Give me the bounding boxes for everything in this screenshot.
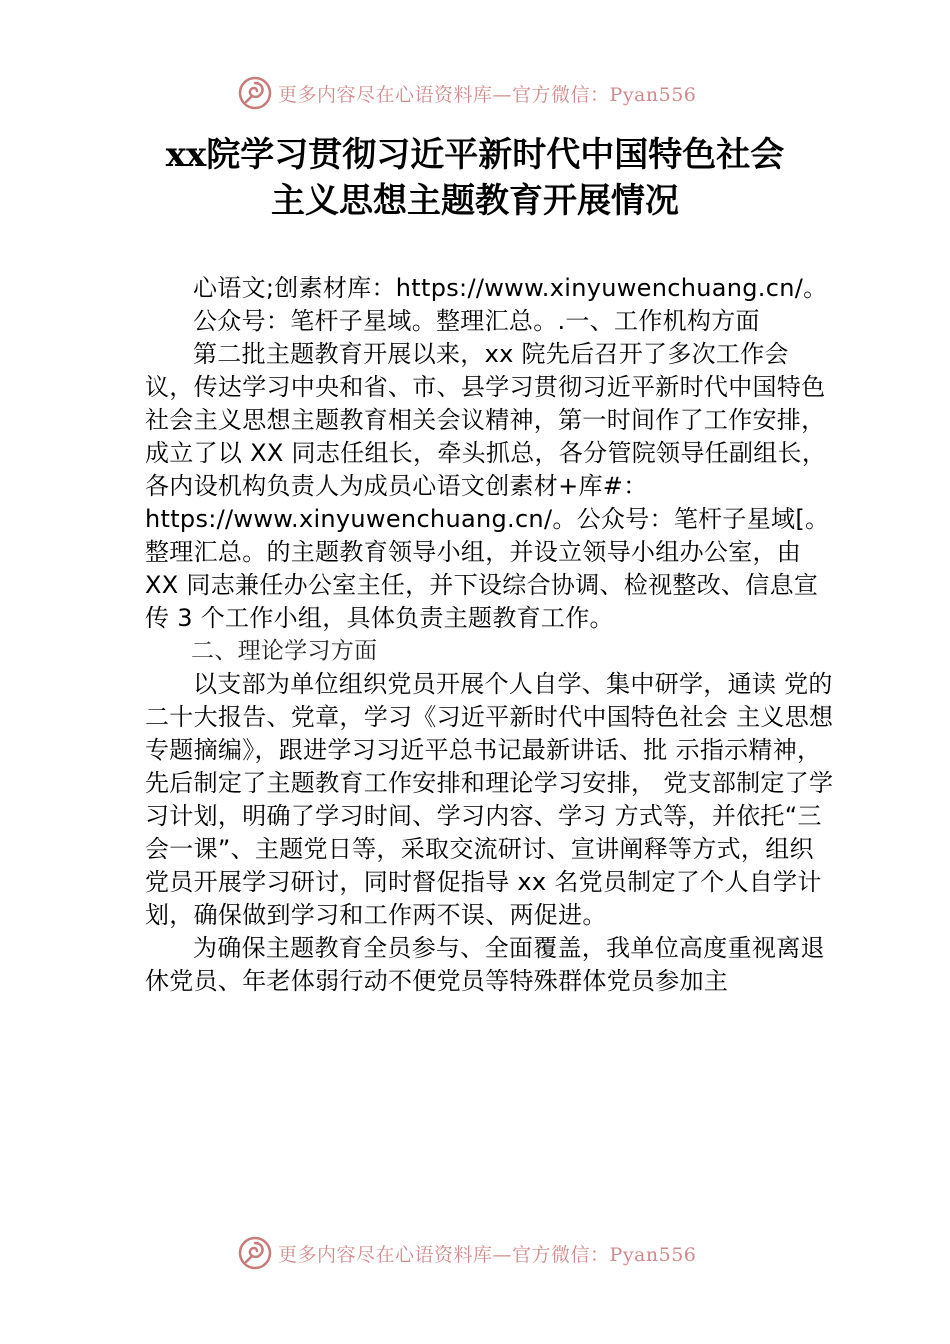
title-line-2: 主义思想主题教育开展情况 xyxy=(271,181,679,221)
watermark-dash: — xyxy=(492,1243,513,1266)
watermark-dash: — xyxy=(492,83,513,106)
watermark-id: Pyan556 xyxy=(609,83,697,106)
title-line-1: xx院学习贯彻习近平新时代中国特色社会 xyxy=(165,135,785,175)
document-body xyxy=(145,272,835,998)
watermark-id: Pyan556 xyxy=(609,1243,697,1266)
watermark-main-text: 更多内容尽在心语资料库 xyxy=(278,1243,493,1266)
paragraph-section2-body: 以支部为单位组织党员开展个人自学、集中研学，通读 党的二十大报告、党章，学习《习近平新时代中国特色社会 主义思想专题摘编》，跟进学习习近平总书记最新讲话、批 示指示精神，先后制定了主题教育工作安排和理论学习安排， 党支部制定了学习计划，明确了学习时间、学习内容、学习 方式等，并依托“三会一课”、主题党日等，采取交流研讨、宣讲阐释等方式，组织党员开展学习研讨，同时督促指导 xx 名党员制定了个人自学计划，确保做到学习和工作两不误、两促进。 xyxy=(145,670,834,929)
paragraph-section2-cont: 为确保主题教育全员参与、全面覆盖，我单位高度重视离退休党员、年老体弱行动不便党员等特殊群体党员参加主 xyxy=(145,934,825,995)
paragraph-section1-body: 第二批主题教育开展以来，xx 院先后召开了多次工作会议，传达学习中央和省、市、县学习贯彻习近平新时代中国特色社会主义思想主题教育相关会议精神，第一时间作了工作安排，成立了以 XX 同志任组长，牵头抓总，各分管院领导任副组长，各内设机构负责人为成员心语文创素材+库#：https://www.xinyuwenchuang.cn/。公众号：笔杆子星域[。整理汇总。的主题教育领导小组，并设立领导小组办公室，由 XX 同志兼任办公室主任，并下设综合协调、检视整改、信息宣传 3 个工作小组，具体负责主题教育工作。 xyxy=(145,340,830,632)
watermark-main-text: 更多内容尽在心语资料库 xyxy=(278,83,493,106)
paragraph-source: 心语文;创素材库：https://www.xinyuwenchuang.cn/。 xyxy=(193,274,828,302)
watermark-text xyxy=(278,1240,696,1267)
watermark-tail-text: 官方微信： xyxy=(512,1243,610,1266)
watermark-tail-text: 官方微信： xyxy=(512,83,610,106)
spiral-logo-icon xyxy=(238,1236,272,1270)
section2-heading: 二、理论学习方面 xyxy=(191,638,378,664)
document-title xyxy=(90,132,860,224)
spiral-logo-icon xyxy=(238,76,272,110)
watermark-footer xyxy=(238,1232,696,1274)
watermark-text xyxy=(278,80,696,107)
watermark-header xyxy=(238,72,696,114)
paragraph-section1-heading: 公众号：笔杆子星域。整理汇总。.一、工作机构方面 xyxy=(193,307,760,335)
